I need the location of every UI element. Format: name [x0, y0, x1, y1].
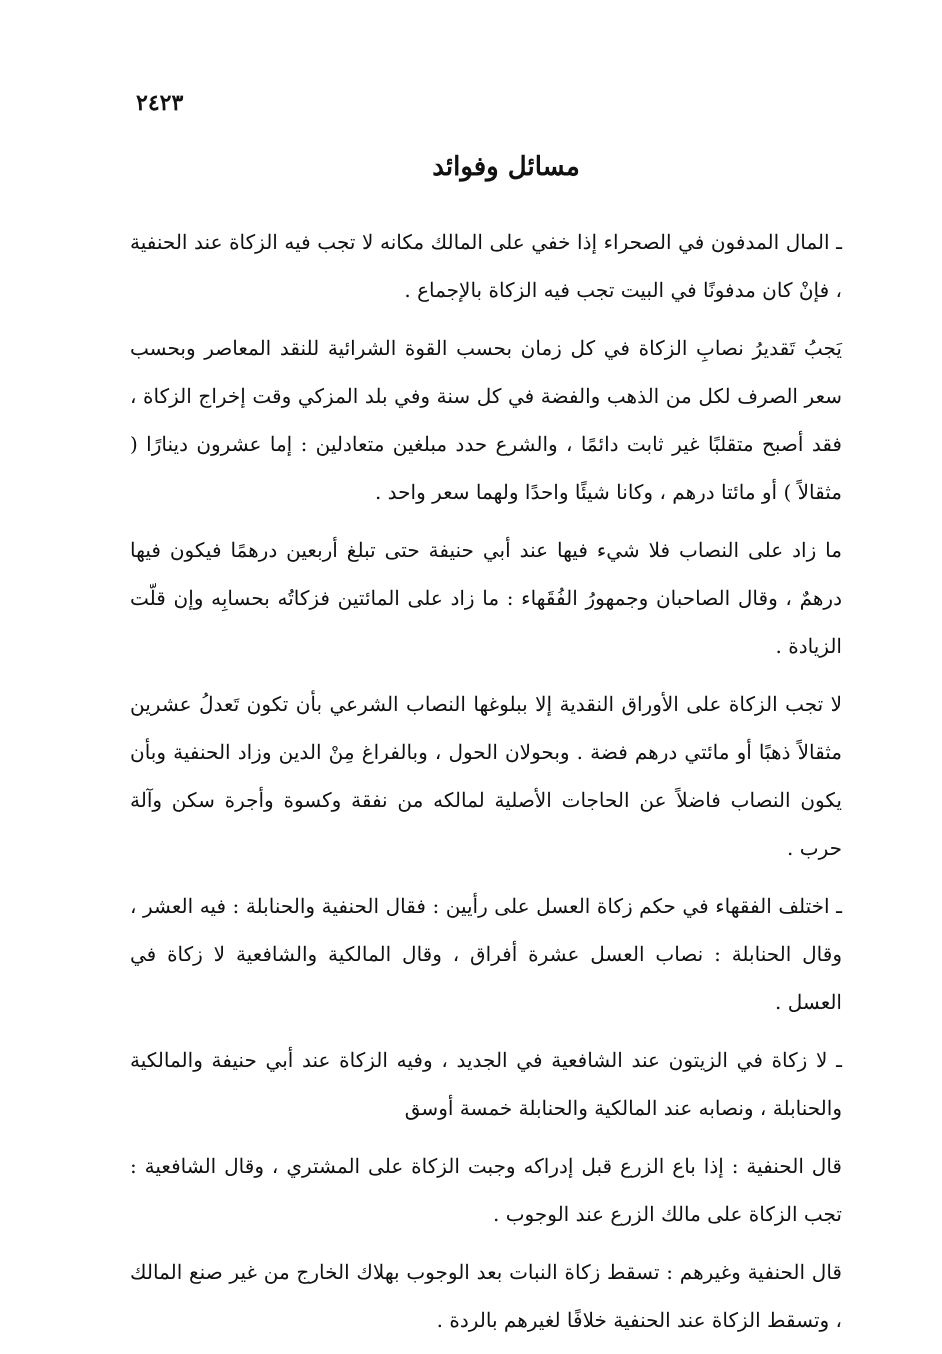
paragraph-nisab-valuation: يَجبُ تَقديرُ نصابِ الزكاة في كل زمان بحسب القوة الشرائية للنقد المعاصر وبحسب سعر الصرف لكل من الذهب والفضة في كل سنة وفي بلد المزكي وقت إخراج الزكاة ، فقد أصبح متقلبًا غير ثابت دائمًا ، والشرع حدد مبلغين متعادلين : إما عشرون دينارًا ( مثقالاً ) أو مائتا درهم ، وكانا شيئًا واحدًا ولهما سعر واحد .: [130, 336, 842, 504]
page-number: ٢٤٢٣: [136, 90, 184, 116]
paragraph-olives-zakat: ـ لا زكاة في الزيتون عند الشافعية في الجديد ، وفيه الزكاة عند أبي حنيفة والمالكية والحنابلة ، ونصابه عند المالكية والحنابلة خمسة أوسق: [130, 1048, 842, 1120]
paragraph-crop-sale: قال الحنفية : إذا باع الزرع قبل إدراكه وجبت الزكاة على المشتري ، وقال الشافعية : تجب الزكاة على مالك الزرع عند الوجوب .: [130, 1154, 842, 1226]
page-body: [130, 218, 842, 1354]
paragraph-buried-wealth: ـ المال المدفون في الصحراء إذا خفي على المالك مكانه لا تجب فيه الزكاة عند الحنفية ، فإنْ كان مدفونًا في البيت تجب فيه الزكاة بالإجماع .: [130, 230, 842, 302]
paragraph-excess-over-nisab: ما زاد على النصاب فلا شيء فيها عند أبي حنيفة حتى تبلغ أربعين درهمًا فيكون فيها درهمٌ ، وقال الصاحبان وجمهورُ الفُقَهاء : ما زاد على المائتين فزكاتُه بحسابِه وإن قلّت الزيادة .: [130, 538, 842, 658]
paragraph-honey-zakat: ـ اختلف الفقهاء في حكم زكاة العسل على رأيين : فقال الحنفية والحنابلة : فيه العشر ، وقال الحنابلة : نصاب العسل عشرة أفراق ، وقال المالكية والشافعية لا زكاة في العسل .: [130, 894, 842, 1014]
paragraph-crop-loss: قال الحنفية وغيرهم : تسقط زكاة النبات بعد الوجوب بهلاك الخارج من غير صنع المالك ، وتسقط الزكاة عند الحنفية خلافًا لغيرهم بالردة .: [130, 1260, 842, 1332]
paragraph-paper-currency: لا تجب الزكاة على الأوراق النقدية إلا ببلوغها النصاب الشرعي بأن تكون تَعدلُ عشرين مثقالاً ذهبًا أو مائتي درهم فضة . وبحولان الحول ، وبالفراغ مِنْ الدين وزاد الحنفية وبأن يكون النصاب فاضلاً عن الحاجات الأصلية لمالكه من نفقة وكسوة وأجرة سكن وآلة حرب .: [130, 692, 842, 860]
section-title: مسائل وفوائد: [432, 152, 580, 182]
